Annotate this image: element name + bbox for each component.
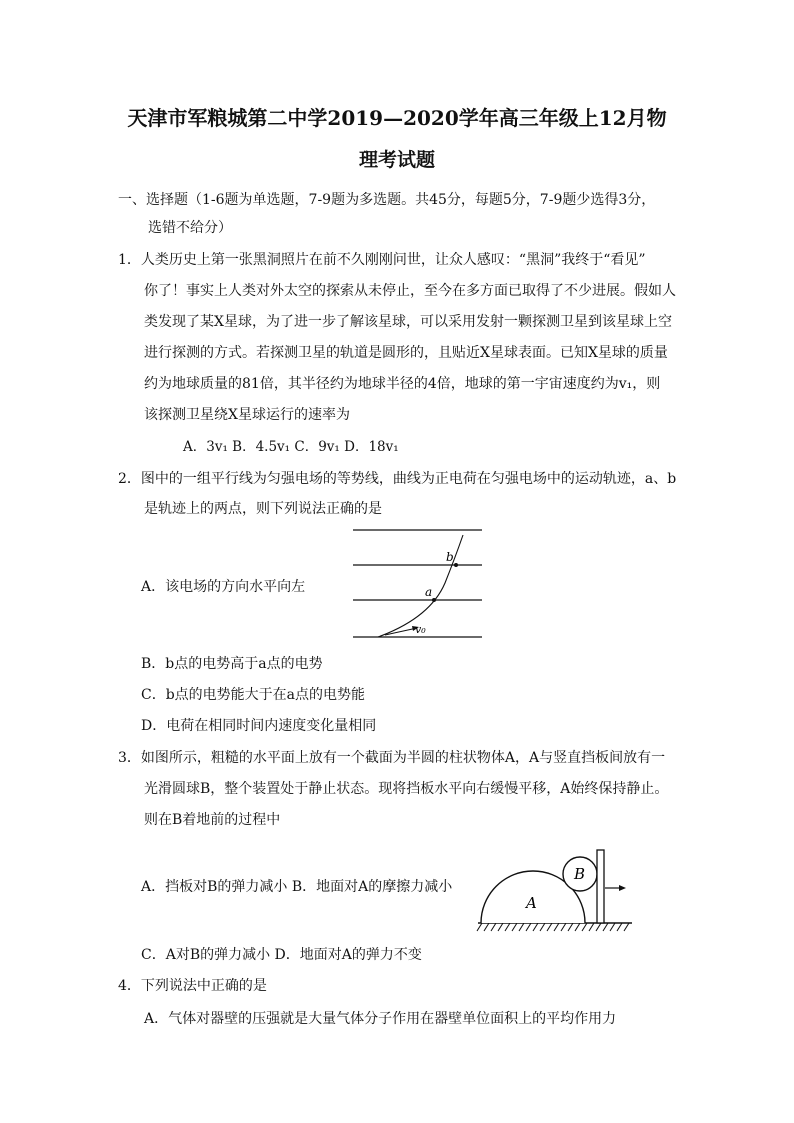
q1-line: 进行探测的方式。若探测卫星的轨道是圆形的，且贴近X星球表面。已知X星球的质量 (144, 345, 668, 361)
q1-line: 1．人类历史上第一张黑洞照片在前不久刚刚问世，让众人感叹：“黑洞”我终于“看见” (118, 252, 646, 268)
q2-option-c: C．b点的电势能大于在a点的电势能 (141, 687, 366, 703)
q1-line: 你了！事实上人类对外太空的探索从未停止，至今在多方面已取得了不少进展。假如人 (144, 283, 676, 299)
section-heading-line-2: 选错不给分） (148, 220, 232, 236)
page-title-line-1: 天津市军粮城第二中学2019—2020学年高三年级上12月物 (127, 106, 667, 130)
q3-semicircle-ball-diagram (474, 846, 636, 936)
q2-option-d: D．电荷在相同时间内速度变化量相同 (141, 718, 377, 734)
q3-line: 则在B着地前的过程中 (144, 812, 281, 828)
q3-options-cd: C．A对B的弹力减小 D．地面对A的弹力不变 (141, 947, 422, 963)
q2-option-a: A．该电场的方向水平向左 (141, 579, 306, 595)
q3-label-b: B (574, 865, 586, 883)
q1-line: 该探测卫星绕X星球运行的速率为 (144, 407, 350, 423)
q2-field-diagram (345, 523, 490, 648)
q3-line: 3．如图所示，粗糙的水平面上放有一个截面为半圆的柱状物体A，A与竖直挡板间放有一 (118, 750, 666, 766)
q4-stem: 4．下列说法中正确的是 (118, 978, 267, 994)
page-title-line-2: 理考试题 (358, 149, 435, 171)
q2-option-b: B．b点的电势高于a点的电势 (141, 656, 323, 672)
q2-label-v0: v₀ (415, 623, 426, 636)
q2-line: 是轨迹上的两点，则下列说法正确的是 (144, 501, 382, 517)
q3-line: 光滑圆球B，整个装置处于静止状态。现将挡板水平向右缓慢平移，A始终保持静止。 (144, 781, 669, 797)
q2-line: 2．图中的一组平行线为匀强电场的等势线，曲线为正电荷在匀强电场中的运动轨迹，a、b (118, 471, 677, 487)
q2-label-a: a (425, 585, 433, 599)
q1-line: 类发现了某X星球，为了进一步了解该星球，可以采用发射一颗探测卫星到该星球上空 (144, 314, 672, 330)
q1-line: 约为地球质量的81倍，其半径约为地球半径的4倍，地球的第一宇宙速度约为v₁，则 (144, 376, 661, 392)
q1-options: A．3v₁ B．4.5v₁ C．9v₁ D．18v₁ (183, 439, 399, 455)
q4-option-a: A．气体对器壁的压强就是大量气体分子作用在器壁单位面积上的平均作用力 (144, 1011, 617, 1027)
section-heading-line-1: 一、选择题（1-6题为单选题，7-9题为多选题。共45分，每题5分，7-9题少选得3分， (118, 192, 656, 208)
q3-label-a: A (526, 894, 537, 912)
q2-label-b: b (446, 550, 454, 564)
q3-options-ab: A．挡板对B的弹力减小 B．地面对A的摩擦力减小 (141, 879, 453, 895)
